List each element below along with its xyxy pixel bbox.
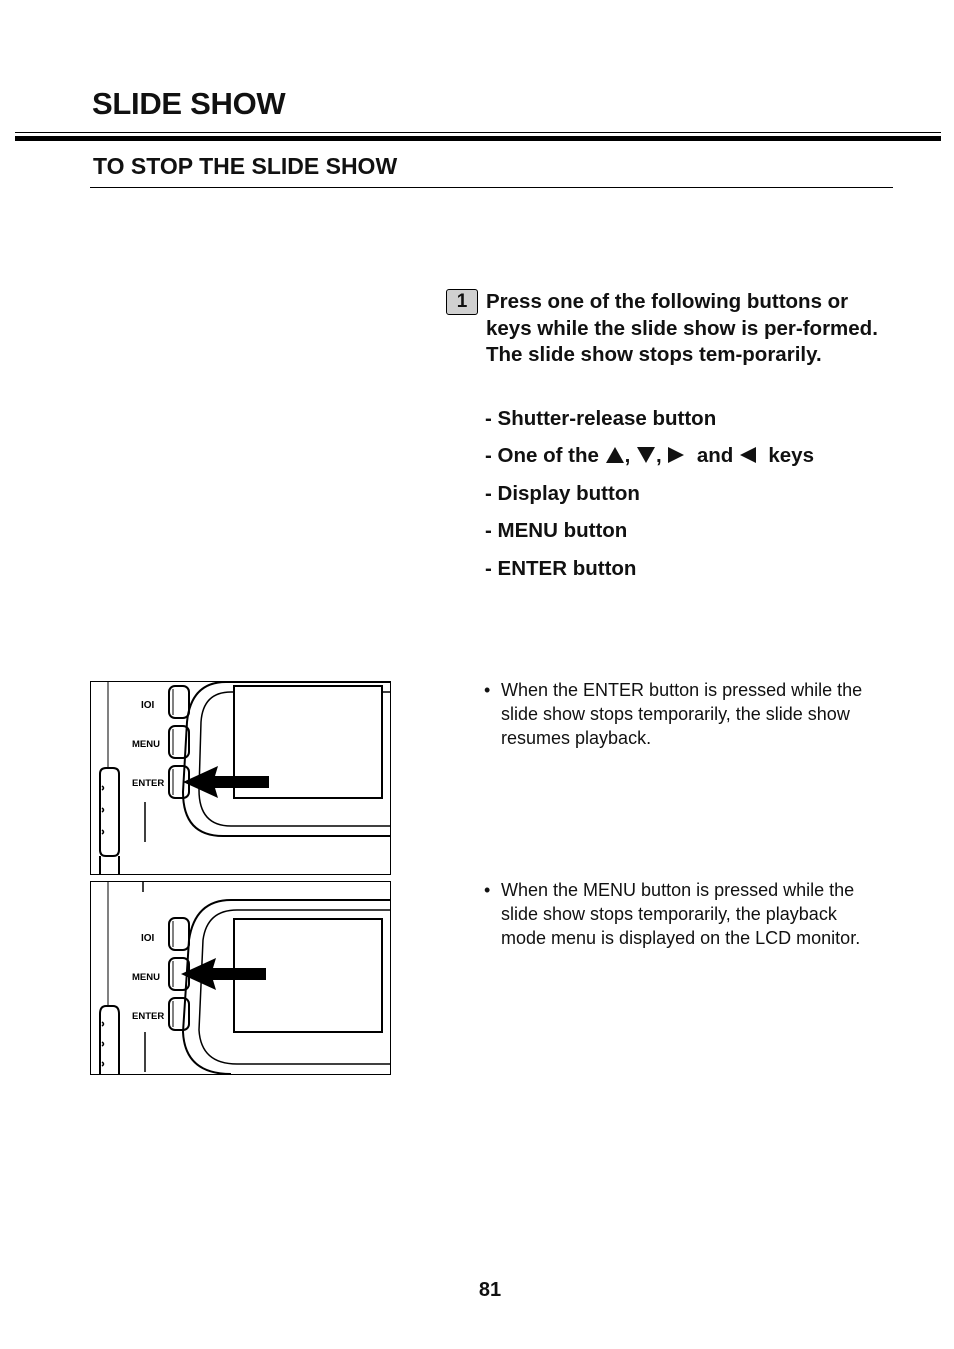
camera-back-illustration-menu xyxy=(91,882,390,1074)
keys-item-suffix: keys xyxy=(768,444,814,467)
display-button xyxy=(169,686,189,718)
list-item-enter-button: - ENTER button xyxy=(485,557,637,580)
up-triangle-icon xyxy=(605,446,625,464)
list-item-menu-button: - MENU button xyxy=(485,519,628,542)
subsection-rule xyxy=(90,187,893,188)
note-bullet: • xyxy=(484,880,491,900)
page-number: 81 xyxy=(478,1279,502,1301)
note-menu xyxy=(484,878,884,950)
enter-button xyxy=(169,998,189,1030)
enter-button-label: ENTER xyxy=(132,1011,165,1022)
step-number-badge: 1 xyxy=(446,289,478,315)
figure-menu-button xyxy=(90,881,391,1075)
note-bullet: • xyxy=(484,680,491,700)
subsection-title: TO STOP THE SLIDE SHOW xyxy=(93,153,398,179)
note-enter-text: When the ENTER button is pressed while the slide show stops temporarily, the slide show resumes playback. xyxy=(501,680,863,748)
display-button-label: IOI xyxy=(141,933,155,944)
note-enter xyxy=(484,678,884,750)
list-item-arrow-keys xyxy=(485,443,814,469)
list-item-display-button: - Display button xyxy=(485,482,640,505)
down-triangle-icon xyxy=(636,446,656,464)
figure-enter-button xyxy=(90,681,391,875)
header-rule-thin xyxy=(15,132,941,133)
keys-item-comma: , xyxy=(624,444,631,467)
note-menu-text: When the MENU button is pressed while the slide show stops temporarily, the playback mode menu is displayed on the LCD monitor. xyxy=(501,880,861,948)
display-button xyxy=(169,918,189,950)
keys-item-prefix: - One of the xyxy=(485,444,599,467)
keys-item-comma: , xyxy=(656,444,662,467)
list-item-shutter-release: - Shutter-release button xyxy=(485,407,717,430)
left-triangle-icon xyxy=(739,446,757,464)
display-button-label: IOI xyxy=(141,700,155,711)
menu-button-label: MENU xyxy=(132,739,160,750)
menu-button-label: MENU xyxy=(132,972,160,983)
enter-button-label: ENTER xyxy=(132,778,165,789)
step-instruction: Press one of the following buttons or keys while the slide show is per-formed. The slide show stops tem-porarily. xyxy=(486,290,878,366)
right-triangle-icon xyxy=(667,446,685,464)
section-title: SLIDE SHOW xyxy=(92,86,286,121)
header-rule-thick xyxy=(15,136,941,141)
keys-item-and: and xyxy=(696,444,734,467)
camera-back-illustration-enter xyxy=(91,682,390,874)
